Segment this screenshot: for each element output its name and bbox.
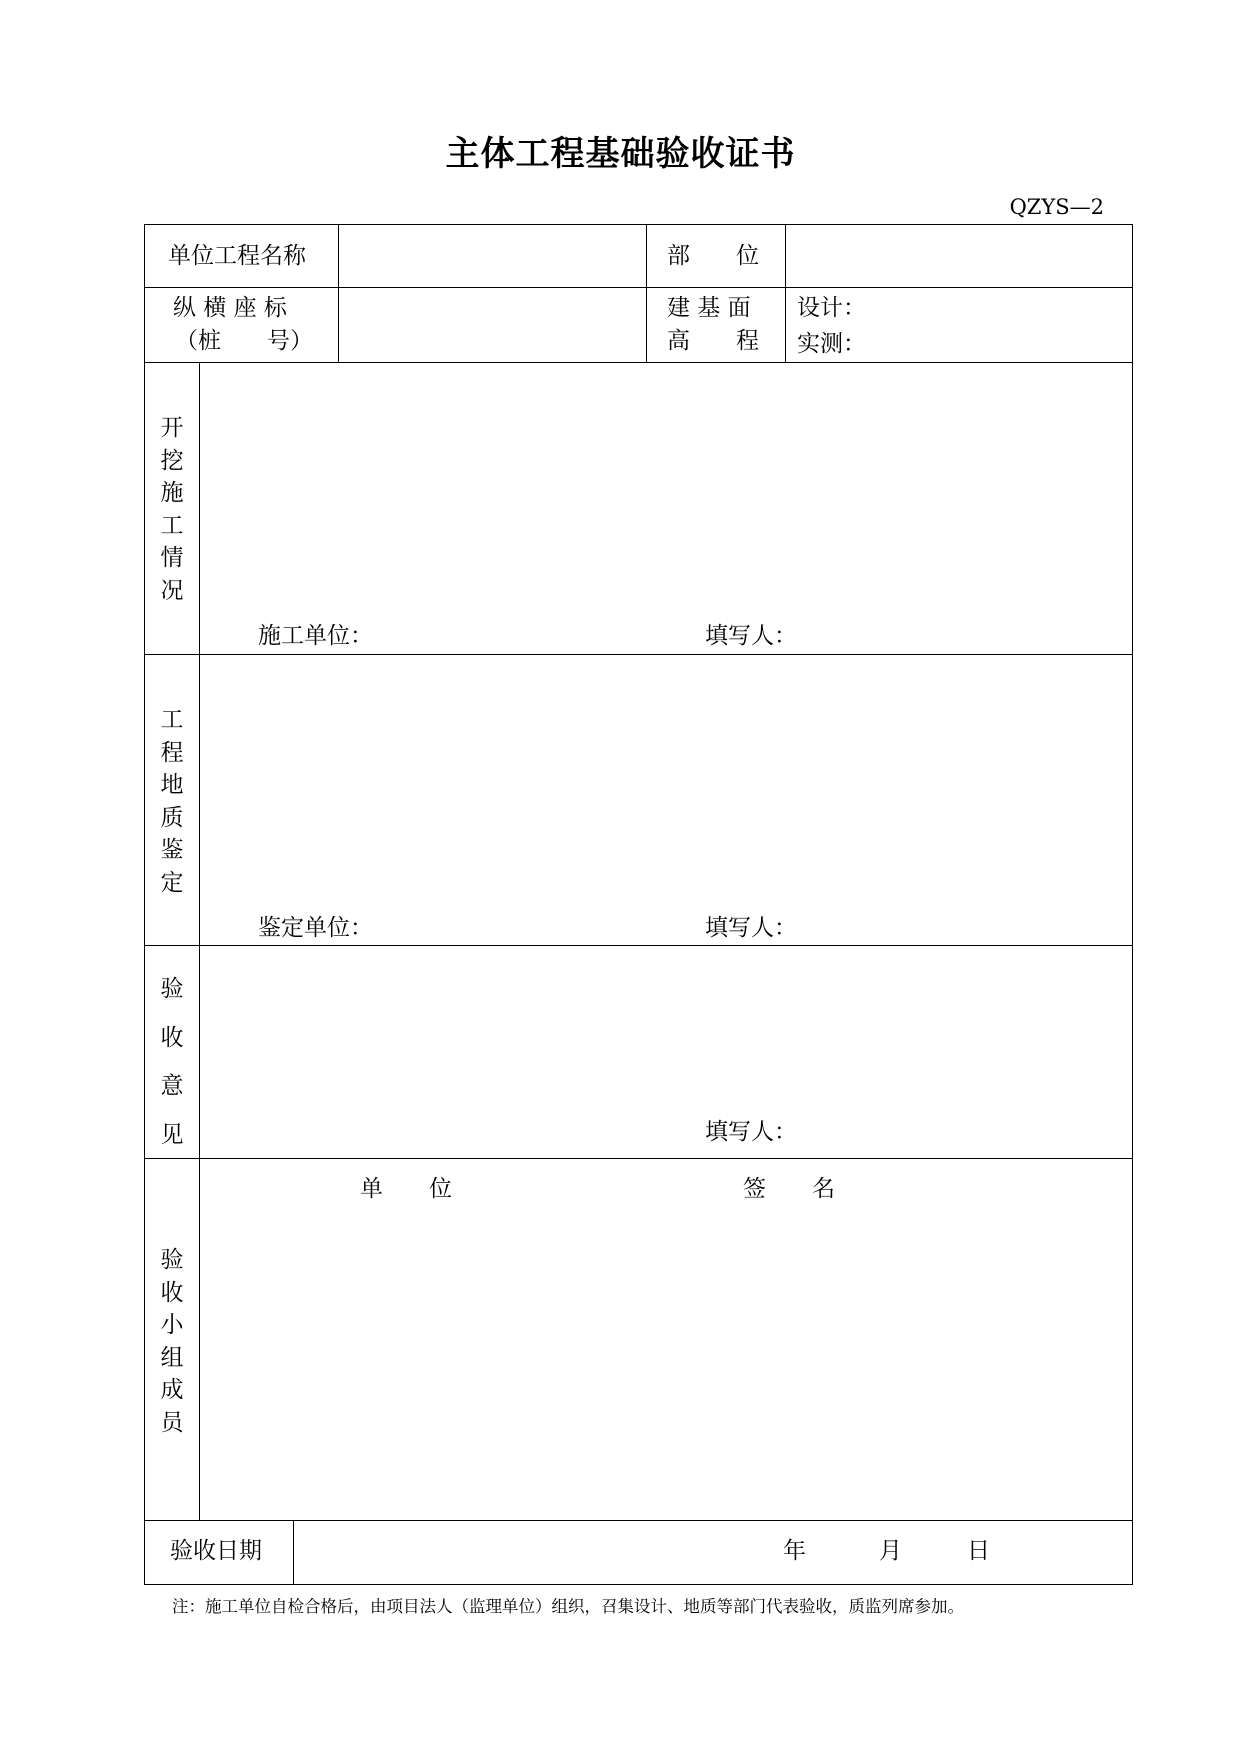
col-divider bbox=[785, 225, 786, 362]
coordinate-label-line1: 纵 横 座 标 bbox=[173, 295, 287, 321]
col-divider bbox=[338, 225, 339, 362]
part-label: 部 位 bbox=[667, 243, 759, 269]
label-char: 工 bbox=[160, 512, 184, 539]
date-day-label: 日 bbox=[967, 1538, 990, 1564]
excavation-section-label bbox=[157, 412, 187, 607]
acceptance-date-label: 验收日期 bbox=[170, 1538, 262, 1564]
coordinate-label-line2: （桩 号） bbox=[175, 328, 313, 354]
date-month-label: 月 bbox=[879, 1538, 902, 1564]
label-char: 意 bbox=[160, 1073, 184, 1099]
form-code: QZYS—2 bbox=[1009, 195, 1104, 219]
label-char: 开 bbox=[160, 415, 184, 441]
col-divider bbox=[646, 225, 647, 362]
geology-filler-label: 填写人： bbox=[705, 915, 797, 941]
elevation-label-line1: 建 基 面 bbox=[667, 295, 751, 321]
label-char: 见 bbox=[160, 1121, 184, 1148]
label-char: 收 bbox=[160, 1024, 184, 1051]
part-field[interactable] bbox=[792, 231, 1127, 281]
form-table bbox=[144, 224, 1133, 1585]
coordinate-field[interactable] bbox=[345, 293, 640, 357]
label-char: 小 bbox=[160, 1312, 184, 1338]
row-divider bbox=[145, 654, 1132, 655]
row-divider bbox=[145, 362, 1132, 363]
row-divider bbox=[145, 1158, 1132, 1159]
label-char: 鉴 bbox=[160, 837, 184, 863]
unit-column-header: 单 位 bbox=[360, 1176, 452, 1202]
measured-elevation-label: 实测： bbox=[797, 331, 866, 357]
label-char: 工 bbox=[160, 707, 184, 733]
construction-unit-label: 施工单位： bbox=[258, 623, 373, 649]
label-char: 况 bbox=[160, 577, 184, 604]
label-char: 挖 bbox=[160, 447, 184, 474]
col-divider bbox=[293, 1520, 294, 1584]
label-char: 地 bbox=[160, 772, 184, 798]
label-char: 情 bbox=[160, 545, 184, 571]
label-char: 程 bbox=[160, 739, 184, 766]
geology-section-label bbox=[157, 704, 187, 899]
project-name-label: 单位工程名称 bbox=[168, 243, 306, 269]
row-divider bbox=[145, 287, 1132, 288]
page-title: 主体工程基础验收证书 bbox=[445, 134, 796, 174]
elevation-label-line2: 高 程 bbox=[667, 328, 759, 354]
appraisal-unit-label: 鉴定单位： bbox=[258, 915, 373, 941]
excavation-filler-label: 填写人： bbox=[705, 623, 797, 649]
label-char: 质 bbox=[160, 804, 184, 831]
date-year-label: 年 bbox=[783, 1538, 806, 1564]
label-char: 员 bbox=[160, 1409, 184, 1436]
footnote: 注：施工单位自检合格后，由项目法人（监理单位）组织，召集设计、地质等部门代表验收，质监列席参加。 bbox=[172, 1597, 964, 1616]
label-char: 施 bbox=[160, 480, 184, 506]
label-char: 组 bbox=[160, 1344, 184, 1371]
col-divider bbox=[199, 362, 200, 1520]
members-section-label bbox=[157, 1244, 187, 1439]
label-char: 定 bbox=[160, 869, 184, 896]
label-char: 收 bbox=[160, 1279, 184, 1306]
design-elevation-label: 设计： bbox=[797, 295, 866, 321]
label-char: 验 bbox=[160, 1247, 184, 1273]
label-char: 验 bbox=[160, 976, 184, 1002]
label-char: 成 bbox=[160, 1377, 184, 1403]
opinion-section-label bbox=[157, 965, 187, 1159]
opinion-filler-label: 填写人： bbox=[705, 1119, 797, 1145]
row-divider bbox=[145, 945, 1132, 946]
signature-column-header: 签 名 bbox=[743, 1176, 835, 1202]
project-name-field[interactable] bbox=[345, 231, 640, 281]
